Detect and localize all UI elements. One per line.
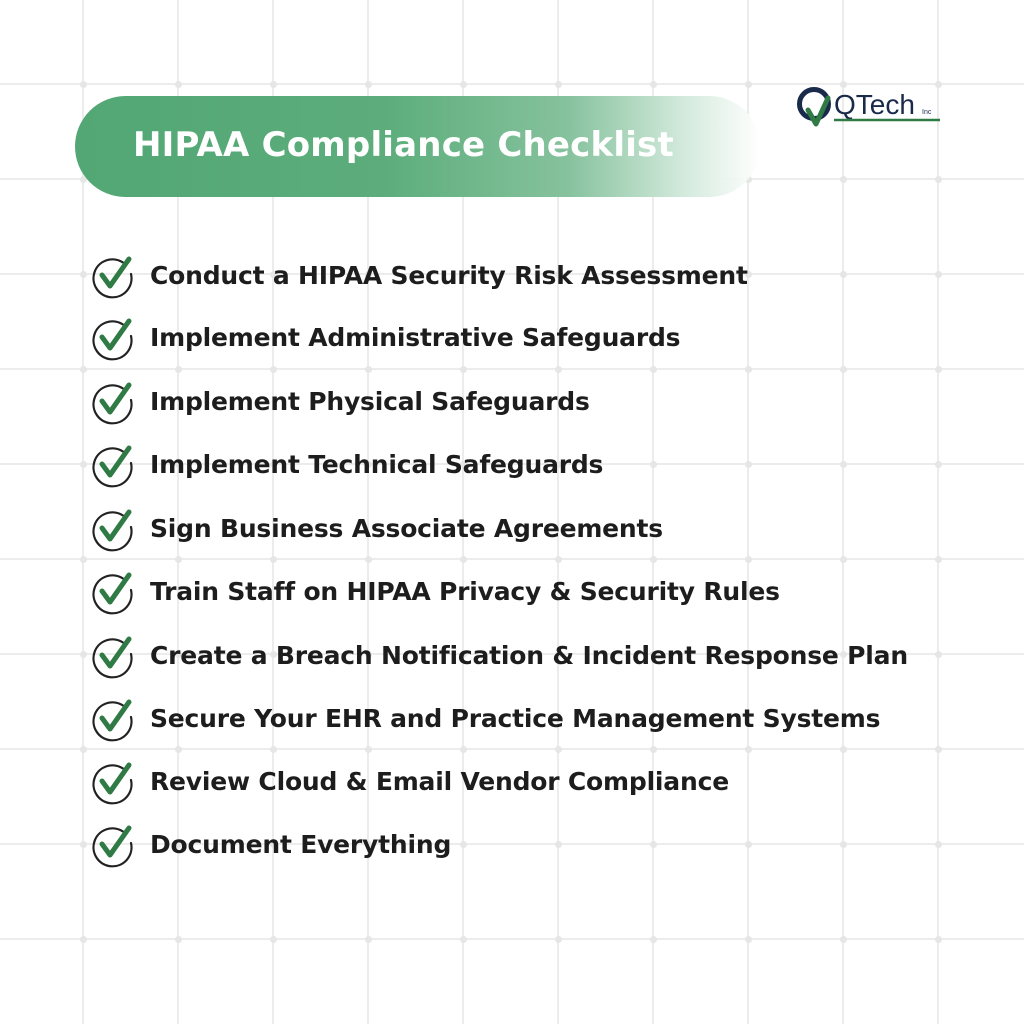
grid-dot	[935, 176, 942, 183]
grid-dot	[175, 366, 182, 373]
check-circle-icon	[90, 760, 136, 806]
page-title: HIPAA Compliance Checklist	[133, 125, 674, 165]
grid-dot	[935, 366, 942, 373]
grid-dot	[650, 936, 657, 943]
grid-dot	[270, 366, 277, 373]
grid-dot	[365, 556, 372, 563]
grid-dot	[270, 81, 277, 88]
checklist-item	[90, 254, 970, 298]
grid-dot	[460, 936, 467, 943]
checklist-item-label: Sign Business Associate Agreements	[150, 514, 663, 543]
grid-dot	[80, 556, 87, 563]
grid-dot	[555, 746, 562, 753]
grid-dot	[365, 366, 372, 373]
grid-dot	[460, 746, 467, 753]
checklist-item	[90, 823, 970, 867]
checklist-item-label: Implement Physical Safeguards	[150, 387, 590, 416]
grid-dot	[650, 746, 657, 753]
checklist-item-label: Implement Administrative Safeguards	[150, 323, 681, 352]
grid-dot	[270, 936, 277, 943]
grid-dot	[745, 556, 752, 563]
logo-suffix: Inc	[922, 109, 932, 116]
grid-dot	[745, 366, 752, 373]
checklist-item-label: Implement Technical Safeguards	[150, 450, 604, 479]
check-circle-icon	[90, 634, 136, 680]
grid-dot	[650, 81, 657, 88]
logo-name: QTech	[834, 89, 915, 120]
grid-dot	[840, 746, 847, 753]
grid-dot	[555, 556, 562, 563]
checklist-item-label: Create a Breach Notification & Incident Response Plan	[150, 641, 908, 670]
grid-dot	[80, 746, 87, 753]
grid-dot	[80, 81, 87, 88]
grid-dot	[460, 366, 467, 373]
check-circle-icon	[90, 316, 136, 362]
grid-dot	[460, 556, 467, 563]
checklist-item	[90, 316, 970, 360]
checklist-item-label: Train Staff on HIPAA Privacy & Security Rules	[150, 577, 780, 606]
grid-dot	[555, 366, 562, 373]
checklist-item-label: Document Everything	[150, 830, 452, 859]
checklist-item-label: Review Cloud & Email Vendor Compliance	[150, 767, 729, 796]
grid-dot	[935, 556, 942, 563]
grid-dot	[80, 651, 87, 658]
grid-dot	[175, 936, 182, 943]
grid-dot	[460, 81, 467, 88]
grid-dot	[365, 81, 372, 88]
grid-dot	[840, 176, 847, 183]
checklist-item	[90, 634, 970, 678]
checklist-item	[90, 570, 970, 614]
check-circle-icon	[90, 507, 136, 553]
checklist-item	[90, 697, 970, 741]
grid-dot	[935, 746, 942, 753]
grid-dot	[840, 936, 847, 943]
check-circle-icon	[90, 443, 136, 489]
grid-dot	[745, 81, 752, 88]
grid-dot	[80, 936, 87, 943]
grid-dot	[175, 81, 182, 88]
checklist-item-label: Conduct a HIPAA Security Risk Assessment	[150, 261, 748, 290]
check-circle-icon	[90, 697, 136, 743]
checklist-item	[90, 380, 970, 424]
grid-dot	[840, 556, 847, 563]
grid-dot	[650, 556, 657, 563]
checklist-item	[90, 507, 970, 551]
grid-dot	[80, 271, 87, 278]
grid-dot	[555, 936, 562, 943]
check-circle-icon	[90, 254, 136, 300]
grid-dot	[935, 936, 942, 943]
check-circle-icon	[90, 380, 136, 426]
grid-dot	[650, 366, 657, 373]
grid-dot	[80, 841, 87, 848]
grid-dot	[365, 746, 372, 753]
grid-dot	[270, 556, 277, 563]
grid-dot	[175, 746, 182, 753]
checklist-item	[90, 760, 970, 804]
grid-dot	[80, 461, 87, 468]
grid-dot	[745, 746, 752, 753]
grid-dot	[745, 936, 752, 943]
checklist-item-label: Secure Your EHR and Practice Management Systems	[150, 704, 881, 733]
grid-dot	[80, 366, 87, 373]
checklist-item	[90, 443, 970, 487]
grid-dot	[840, 366, 847, 373]
grid-dot	[555, 81, 562, 88]
qtech-logo	[794, 80, 944, 135]
grid-dot	[175, 556, 182, 563]
check-circle-icon	[90, 823, 136, 869]
check-circle-icon	[90, 570, 136, 616]
grid-dot	[365, 936, 372, 943]
title-banner	[75, 96, 760, 197]
grid-dot	[270, 746, 277, 753]
